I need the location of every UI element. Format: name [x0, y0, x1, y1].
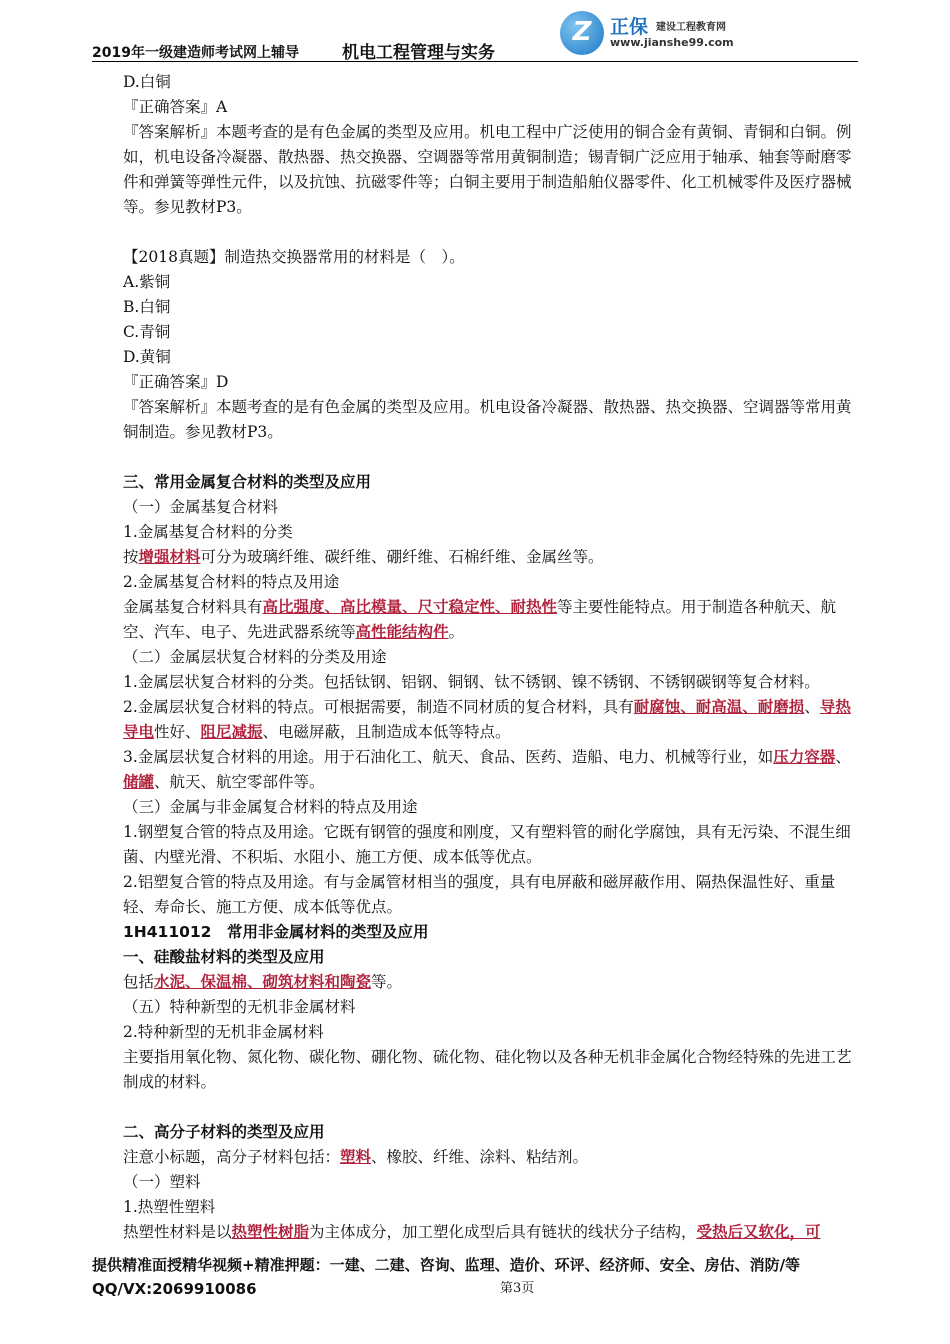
subheading: （一）金属基复合材料 — [123, 498, 279, 516]
subheading: （五）特种新型的无机非金属材料 — [123, 998, 356, 1016]
logo-icon: Z — [560, 11, 604, 55]
paragraph: 热塑性材料是以热塑性树脂为主体成分，加工塑化成型后具有链状的线状分子结构，受热后又软化，可 — [123, 1223, 821, 1241]
question-2018: 【2018真题】制造热交换器常用的材料是（ ）。 — [123, 248, 465, 266]
logo-subtitle: 建设工程教育网 — [656, 22, 726, 33]
document-body — [92, 70, 862, 1245]
subheading: （二）金属层状复合材料的分类及用途 — [123, 648, 387, 666]
paragraph: 1.金属层状复合材料的分类。包括钛钢、铝钢、铜钢、钛不锈钢、镍不锈钢、不锈钢碳钢等复合材料。 — [123, 673, 820, 691]
key-term: 耐腐蚀、耐高温、耐磨损 — [633, 698, 805, 716]
option-c: C.青铜 — [123, 323, 171, 341]
header-subject: 机电工程管理与实务 — [342, 43, 495, 63]
key-term: 塑料 — [340, 1148, 372, 1166]
paragraph: 2.金属基复合材料的特点及用途 — [123, 573, 340, 591]
paragraph: 1.金属基复合材料的分类 — [123, 523, 293, 541]
paragraph: 2.特种新型的无机非金属材料 — [123, 1023, 324, 1041]
option-b: B.白铜 — [123, 298, 171, 316]
section-heading: 三、常用金属复合材料的类型及应用 — [123, 473, 372, 491]
paragraph: 1.热塑性塑料 — [123, 1198, 216, 1216]
footer-ad: 提供精准面授精华视频+精准押题：一建、二建、咨询、监理、造价、环评、经济师、安全、房估、消防/等 — [92, 1256, 801, 1274]
key-term: 压力容器 — [773, 748, 836, 766]
answer-analysis: 『答案解析』本题考查的是有色金属的类型及应用。机电工程中广泛使用的铜合金有黄铜、青铜和白铜。例如，机电设备冷凝器、散热器、热交换器、空调器等常用黄铜制造；锡青铜广泛应用于轴承、轴套等耐磨零件和弹簧等弹性元件，以及抗蚀、抗磁零件等；白铜主要用于制造船舶仪器零件、化工机械零件及医疗器械等。参见教材P3。 — [123, 123, 852, 216]
paragraph: 金属基复合材料具有高比强度、高比模量、尺寸稳定性、耐热性等主要性能特点。用于制造各种航天、航空、汽车、电子、先进武器系统等高性能结构件。 — [123, 598, 837, 641]
key-term: 阻尼减振 — [200, 723, 263, 741]
paragraph: 1.钢塑复合管的特点及用途。它既有钢管的强度和刚度，又有塑料管的耐化学腐蚀，具有无污染、不混生细菌、内壁光滑、不积垢、水阻小、施工方便、成本低等优点。 — [123, 823, 851, 866]
option-d: D.白铜 — [123, 73, 171, 91]
subheading: （三）金属与非金属复合材料的特点及用途 — [123, 798, 418, 816]
subheading: （一）塑料 — [123, 1173, 201, 1191]
key-term: 增强材料 — [138, 548, 201, 566]
option-d: D.黄铜 — [123, 348, 171, 366]
paragraph: 主要指用氧化物、氮化物、碳化物、硼化物、硫化物、硅化物以及各种无机非金属化合物经特殊的先进工艺制成的材料。 — [123, 1048, 852, 1091]
correct-answer: 『正确答案』A — [123, 98, 228, 116]
answer-analysis: 『答案解析』本题考查的是有色金属的类型及应用。机电设备冷凝器、散热器、热交换器、空调器等常用黄铜制造。参见教材P3。 — [123, 398, 852, 441]
header-divider — [92, 61, 858, 62]
logo-brand: 正保 — [610, 16, 649, 38]
page-footer — [92, 1253, 862, 1301]
paragraph: 2.金属层状复合材料的特点。可根据需要，制造不同材质的复合材料，具有耐腐蚀、耐高温、耐磨损、导热导电性好、阻尼减振、电磁屏蔽，且制造成本低等特点。 — [123, 698, 851, 741]
paragraph: 2.铝塑复合管的特点及用途。有与金属管材相当的强度，具有电屏蔽和磁屏蔽作用、隔热保温性好、重量轻、寿命长、施工方便、成本低等优点。 — [123, 873, 836, 916]
page-number: 第3页 — [500, 1281, 535, 1296]
option-a: A.紫铜 — [123, 273, 171, 291]
key-term: 高性能结构件 — [355, 623, 449, 641]
correct-answer: 『正确答案』D — [123, 373, 229, 391]
key-term: 受热后又软化，可 — [696, 1223, 821, 1241]
page-header — [92, 8, 858, 63]
logo-url: www.jianshe99.com — [610, 36, 734, 49]
key-term: 高比强度、高比模量、尺寸稳定性、耐热性 — [262, 598, 558, 616]
paragraph: 3.金属层状复合材料的用途。用于石油化工、航天、食品、医药、造船、电力、机械等行业，如压力容器、储罐、航天、航空零部件等。 — [123, 748, 851, 791]
key-term: 水泥、保温棉、砌筑材料和陶瓷 — [154, 973, 372, 991]
paragraph: 按增强材料可分为玻璃纤维、碳纤维、硼纤维、石棉纤维、金属丝等。 — [123, 548, 604, 566]
paragraph: 注意小标题，高分子材料包括：塑料、橡胶、纤维、涂料、粘结剂。 — [123, 1148, 589, 1166]
section-heading: 一、硅酸盐材料的类型及应用 — [123, 948, 325, 966]
section-heading: 二、高分子材料的类型及应用 — [123, 1123, 325, 1141]
key-term: 导热导电 — [123, 698, 851, 741]
logo — [560, 8, 780, 58]
key-term: 储罐 — [123, 773, 155, 791]
key-term: 热塑性树脂 — [231, 1223, 310, 1241]
section-heading: 1H411012 常用非金属材料的类型及应用 — [123, 923, 429, 941]
footer-contact: QQ/VX:2069910086 — [92, 1280, 257, 1298]
paragraph: 包括水泥、保温棉、砌筑材料和陶瓷等。 — [123, 973, 403, 991]
header-course: 2019年一级建造师考试网上辅导 — [92, 45, 299, 61]
